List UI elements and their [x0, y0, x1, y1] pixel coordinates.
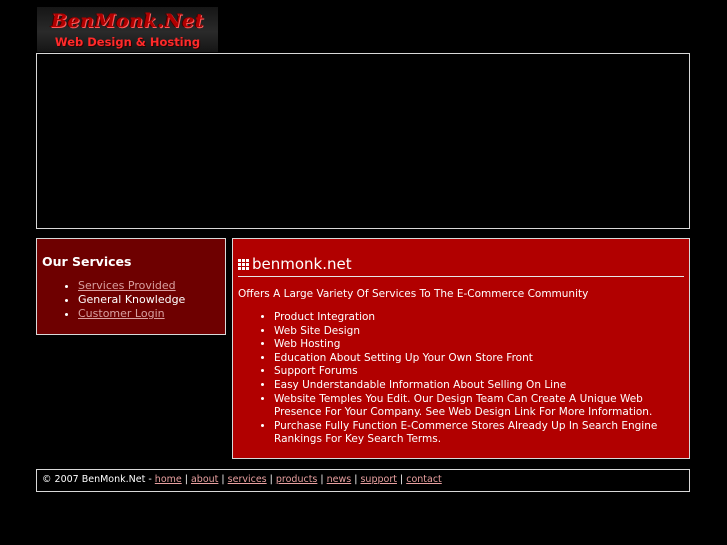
list-item: • Product Integration: [274, 311, 684, 325]
list-item: • Web Hosting: [274, 338, 684, 352]
footer-link-products[interactable]: products: [275, 474, 318, 485]
customer-login-link[interactable]: Customer Login: [78, 307, 165, 320]
features-list: [238, 311, 684, 447]
services-list: [42, 279, 225, 321]
list-item: • Easy Understandable Information About Selling On Line: [274, 379, 684, 393]
footer-link-contact[interactable]: contact: [406, 474, 442, 485]
footer-link-news[interactable]: news: [326, 474, 352, 485]
footer-separator: |: [317, 474, 327, 485]
grid-icon: [238, 259, 249, 270]
intro-text: Offers A Large Variety Of Services To The E-Commerce Community: [238, 288, 589, 300]
banner-area: [36, 53, 690, 229]
footer-link-about[interactable]: about: [190, 474, 219, 485]
general-knowledge-text: General Knowledge: [78, 293, 186, 306]
list-item: • Web Site Design: [274, 325, 684, 339]
list-item: • Support Forums: [274, 365, 684, 379]
footer-separator: |: [266, 474, 276, 485]
footer-link-support[interactable]: support: [360, 474, 397, 485]
services-provided-link[interactable]: Services Provided: [78, 279, 176, 292]
site-logo[interactable]: [37, 7, 218, 52]
footer: [36, 469, 690, 492]
footer-link-services[interactable]: services: [227, 474, 267, 485]
footer-separator: |: [181, 474, 191, 485]
list-item: • Website Temples You Edit. Our Design Team Can Create A Unique Web Presence For Your Company. See Web Design Link For More Information.: [274, 393, 684, 420]
list-item: • Education About Setting Up Your Own Store Front: [274, 352, 684, 366]
services-panel: [36, 238, 226, 335]
logo-title: BenMonk.Net: [51, 10, 204, 32]
main-content-panel: [232, 238, 690, 459]
services-item[interactable]: [78, 307, 225, 321]
services-item: [78, 293, 225, 307]
footer-separator: |: [396, 474, 407, 485]
services-heading: Our Services: [42, 254, 132, 269]
main-title: benmonk.net: [252, 255, 352, 273]
services-item[interactable]: [78, 279, 225, 293]
footer-link-home[interactable]: home: [154, 474, 182, 485]
footer-separator: |: [351, 474, 361, 485]
copyright-text: © 2007 BenMonk.Net -: [42, 474, 155, 485]
list-item: • Purchase Fully Function E-Commerce Stores Already Up In Search Engine Rankings For Key Search Terms.: [274, 420, 684, 447]
main-title-bar: [238, 254, 684, 277]
footer-separator: |: [218, 474, 228, 485]
logo-subtitle: Web Design & Hosting: [54, 35, 201, 49]
